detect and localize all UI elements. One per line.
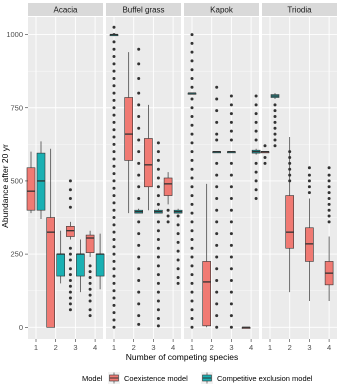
- outlier-point: [264, 162, 267, 165]
- outlier-point: [157, 203, 160, 206]
- outlier-point: [113, 282, 116, 285]
- outlier-point: [191, 203, 194, 206]
- outlier-point: [274, 103, 277, 106]
- box-body: [96, 254, 104, 276]
- outlier-point: [137, 267, 140, 270]
- outlier-point: [157, 168, 160, 171]
- outlier-point: [255, 138, 258, 141]
- outlier-point: [230, 302, 233, 305]
- box-body: [203, 261, 211, 325]
- facet-panel-kapok: [184, 3, 259, 352]
- x-tick-label: 2: [53, 343, 58, 352]
- outlier-point: [113, 326, 116, 329]
- box-body: [27, 168, 35, 210]
- outlier-point: [191, 256, 194, 259]
- outlier-point: [157, 238, 160, 241]
- outlier-point: [230, 256, 233, 259]
- outlier-point: [137, 115, 140, 118]
- outlier-point: [255, 112, 258, 115]
- outlier-point: [215, 121, 218, 124]
- outlier-point: [215, 314, 218, 317]
- outlier-point: [137, 291, 140, 294]
- outlier-point: [230, 314, 233, 317]
- outlier-point: [177, 215, 180, 218]
- box-body: [66, 226, 74, 236]
- outlier-point: [230, 174, 233, 177]
- legend: [82, 372, 313, 384]
- outlier-point: [177, 250, 180, 253]
- outlier-point: [157, 273, 160, 276]
- outlier-point: [215, 244, 218, 247]
- outlier-point: [230, 209, 233, 212]
- outlier-point: [157, 256, 160, 259]
- outlier-point: [191, 51, 194, 54]
- outlier-point: [255, 188, 258, 191]
- x-tick-label: 4: [327, 343, 332, 352]
- outlier-point: [230, 185, 233, 188]
- box-body: [47, 218, 55, 328]
- outlier-point: [191, 212, 194, 215]
- outlier-point: [274, 109, 277, 112]
- outlier-point: [69, 279, 72, 282]
- x-tick-label: 2: [287, 343, 292, 352]
- outlier-point: [113, 289, 116, 292]
- outlier-point: [230, 197, 233, 200]
- outlier-point: [215, 86, 218, 89]
- outlier-point: [191, 247, 194, 250]
- outlier-point: [177, 258, 180, 261]
- outlier-point: [157, 220, 160, 223]
- outlier-point: [69, 291, 72, 294]
- outlier-point: [308, 174, 311, 177]
- x-tick-label: 3: [73, 343, 78, 352]
- facet-label-triodia: Triodia: [287, 5, 312, 15]
- outlier-point: [137, 162, 140, 165]
- outlier-point: [137, 138, 140, 141]
- outlier-point: [113, 70, 116, 73]
- outlier-point: [113, 55, 116, 58]
- outlier-point: [137, 256, 140, 259]
- outlier-point: [230, 267, 233, 270]
- outlier-point: [215, 109, 218, 112]
- outlier-point: [191, 317, 194, 320]
- outlier-point: [191, 308, 194, 311]
- outlier-point: [89, 276, 92, 279]
- outlier-point: [230, 279, 233, 282]
- outlier-point: [157, 324, 160, 327]
- outlier-point: [113, 304, 116, 307]
- outlier-point: [264, 156, 267, 159]
- outlier-point: [215, 326, 218, 329]
- outlier-point: [215, 209, 218, 212]
- outlier-point: [113, 150, 116, 153]
- facet-panels: [27, 3, 337, 352]
- outlier-point: [230, 130, 233, 133]
- outlier-point: [113, 318, 116, 321]
- outlier-point: [113, 172, 116, 175]
- outlier-point: [191, 194, 194, 197]
- outlier-point: [177, 223, 180, 226]
- outlier-point: [113, 106, 116, 109]
- outlier-point: [157, 185, 160, 188]
- outlier-point: [113, 48, 116, 51]
- box-body: [125, 98, 133, 161]
- outlier-point: [191, 68, 194, 71]
- outlier-point: [215, 302, 218, 305]
- outlier-point: [191, 299, 194, 302]
- outlier-point: [167, 220, 170, 223]
- y-tick-label: 0: [18, 322, 23, 332]
- outlier-point: [274, 127, 277, 130]
- outlier-point: [157, 282, 160, 285]
- outlier-point: [113, 223, 116, 226]
- outlier-point: [157, 194, 160, 197]
- outlier-point: [137, 220, 140, 223]
- outlier-point: [113, 114, 116, 117]
- outlier-point: [255, 179, 258, 182]
- outlier-point: [215, 267, 218, 270]
- outlier-point: [177, 267, 180, 270]
- facet-label-buffel-grass: Buffel grass: [122, 5, 165, 15]
- outlier-point: [328, 174, 331, 177]
- outlier-point: [274, 133, 277, 136]
- outlier-point: [137, 77, 140, 80]
- outlier-point: [274, 121, 277, 124]
- outlier-point: [113, 179, 116, 182]
- outlier-point: [137, 174, 140, 177]
- outlier-point: [89, 308, 92, 311]
- x-tick-label: 1: [33, 343, 39, 352]
- outlier-point: [89, 282, 92, 285]
- outlier-point: [230, 103, 233, 106]
- outlier-point: [113, 275, 116, 278]
- outlier-point: [308, 185, 311, 188]
- outlier-point: [113, 40, 116, 43]
- outlier-point: [113, 136, 116, 139]
- y-tick-label: 750: [10, 103, 23, 113]
- outlier-point: [113, 84, 116, 87]
- box-body: [37, 153, 45, 210]
- outlier-point: [137, 185, 140, 188]
- outlier-point: [308, 191, 311, 194]
- outlier-point: [113, 143, 116, 146]
- outlier-point: [215, 162, 218, 165]
- outlier-point: [113, 26, 116, 29]
- outlier-point: [113, 253, 116, 256]
- outlier-point: [113, 260, 116, 263]
- outlier-point: [230, 121, 233, 124]
- outlier-point: [137, 232, 140, 235]
- outlier-point: [69, 253, 72, 256]
- legend-title: Model: [82, 374, 103, 383]
- outlier-point: [255, 171, 258, 174]
- outlier-point: [191, 42, 194, 45]
- box-body: [164, 178, 172, 196]
- outlier-point: [191, 133, 194, 136]
- outlier-point: [191, 86, 194, 89]
- outlier-point: [113, 245, 116, 248]
- box-body: [57, 254, 65, 276]
- outlier-point: [215, 232, 218, 235]
- outlier-point: [137, 62, 140, 65]
- outlier-point: [113, 62, 116, 65]
- outlier-point: [89, 299, 92, 302]
- outlier-point: [191, 106, 194, 109]
- outlier-point: [230, 220, 233, 223]
- outlier-point: [167, 209, 170, 212]
- outlier-point: [230, 112, 233, 115]
- outlier-point: [191, 177, 194, 180]
- x-tick-label: 2: [131, 343, 136, 352]
- x-tick-label: 2: [209, 343, 214, 352]
- outlier-point: [113, 238, 116, 241]
- outlier-point: [215, 138, 218, 141]
- outlier-point: [230, 232, 233, 235]
- outlier-point: [191, 168, 194, 171]
- outlier-point: [157, 177, 160, 180]
- outlier-point: [137, 92, 140, 95]
- outlier-point: [113, 311, 116, 314]
- outlier-point: [215, 97, 218, 100]
- outlier-point: [157, 247, 160, 250]
- outlier-point: [137, 103, 140, 106]
- outlier-point: [137, 244, 140, 247]
- outlier-point: [137, 127, 140, 130]
- outlier-point: [215, 133, 218, 136]
- outlier-point: [255, 197, 258, 200]
- outlier-point: [191, 185, 194, 188]
- outlier-point: [191, 282, 194, 285]
- outlier-point: [328, 209, 331, 212]
- outlier-point: [191, 150, 194, 153]
- outlier-point: [157, 141, 160, 144]
- outlier-point: [274, 144, 277, 147]
- x-tick-label: 1: [189, 343, 195, 352]
- facet-label-acacia: Acacia: [53, 5, 78, 15]
- outlier-point: [137, 302, 140, 305]
- outlier-point: [215, 220, 218, 223]
- outlier-point: [191, 33, 194, 36]
- outlier-point: [157, 264, 160, 267]
- outlier-point: [157, 159, 160, 162]
- outlier-point: [69, 273, 72, 276]
- outlier-point: [191, 238, 194, 241]
- outlier-point: [328, 197, 331, 200]
- outlier-point: [113, 194, 116, 197]
- outlier-point: [191, 59, 194, 62]
- outlier-point: [191, 115, 194, 118]
- outlier-point: [177, 282, 180, 285]
- outlier-point: [191, 291, 194, 294]
- outlier-point: [328, 191, 331, 194]
- outlier-point: [191, 97, 194, 100]
- outlier-point: [255, 121, 258, 124]
- outlier-point: [113, 128, 116, 131]
- outlier-point: [89, 294, 92, 297]
- outlier-point: [69, 188, 72, 191]
- outlier-point: [215, 291, 218, 294]
- y-tick-label: 500: [10, 176, 23, 186]
- outlier-point: [113, 121, 116, 124]
- outlier-point: [191, 229, 194, 232]
- x-tick-label: 3: [151, 343, 156, 352]
- outlier-point: [69, 308, 72, 311]
- outlier-point: [113, 297, 116, 300]
- outlier-point: [230, 138, 233, 141]
- outlier-point: [255, 95, 258, 98]
- outlier-point: [177, 232, 180, 235]
- outlier-point: [215, 279, 218, 282]
- outlier-point: [230, 326, 233, 329]
- legend-label-competitive-exclusion: Competitive exclusion model: [217, 374, 313, 383]
- y-tick-label: 1000: [6, 30, 23, 40]
- outlier-point: [167, 215, 170, 218]
- outlier-point: [69, 285, 72, 288]
- outlier-point: [255, 130, 258, 133]
- x-tick-label: 4: [249, 343, 254, 352]
- outlier-point: [113, 165, 116, 168]
- outlier-point: [230, 95, 233, 98]
- outlier-point: [230, 291, 233, 294]
- outlier-point: [113, 231, 116, 234]
- outlier-point: [113, 92, 116, 95]
- x-tick-label: 3: [229, 343, 234, 352]
- outlier-point: [177, 276, 180, 279]
- outlier-point: [191, 326, 194, 329]
- outlier-point: [89, 264, 92, 267]
- outlier-point: [69, 206, 72, 209]
- outlier-point: [113, 187, 116, 190]
- outlier-point: [177, 241, 180, 244]
- outlier-point: [328, 203, 331, 206]
- x-tick-label: 1: [267, 343, 273, 352]
- outlier-point: [137, 197, 140, 200]
- facet-panel-triodia: [262, 3, 337, 352]
- outlier-point: [328, 215, 331, 218]
- outlier-point: [137, 150, 140, 153]
- outlier-point: [191, 273, 194, 276]
- outlier-point: [137, 279, 140, 282]
- outlier-point: [113, 216, 116, 219]
- box-acacia-1-competitive-exclusion: [37, 141, 45, 219]
- outlier-point: [157, 229, 160, 232]
- box-body: [286, 196, 294, 249]
- facet-label-kapok: Kapok: [210, 5, 233, 15]
- outlier-point: [191, 159, 194, 162]
- outlier-point: [157, 308, 160, 311]
- outlier-point: [308, 166, 311, 169]
- outlier-point: [191, 220, 194, 223]
- outlier-point: [230, 244, 233, 247]
- outlier-point: [328, 185, 331, 188]
- outlier-point: [215, 185, 218, 188]
- outlier-point: [113, 157, 116, 160]
- outlier-point: [255, 103, 258, 106]
- outlier-point: [230, 162, 233, 165]
- outlier-point: [274, 115, 277, 118]
- outlier-point: [69, 258, 72, 261]
- outlier-point: [215, 197, 218, 200]
- outlier-point: [137, 314, 140, 317]
- outlier-point: [89, 288, 92, 291]
- x-tick-label: 4: [93, 343, 98, 352]
- outlier-point: [157, 150, 160, 153]
- outlier-point: [191, 124, 194, 127]
- outlier-point: [308, 179, 311, 182]
- outlier-point: [328, 220, 331, 223]
- outlier-point: [328, 166, 331, 169]
- outlier-point: [69, 302, 72, 305]
- outlier-point: [157, 299, 160, 302]
- outlier-point: [255, 162, 258, 165]
- outlier-point: [69, 179, 72, 182]
- outlier-point: [191, 77, 194, 80]
- y-tick-label: 250: [10, 249, 23, 259]
- outlier-point: [89, 314, 92, 317]
- box-body: [144, 138, 152, 186]
- outlier-point: [113, 209, 116, 212]
- outlier-point: [264, 144, 267, 147]
- outlier-point: [69, 297, 72, 300]
- outlier-point: [137, 323, 140, 326]
- outlier-point: [215, 174, 218, 177]
- facet-panel-buffel-grass: [106, 3, 181, 352]
- outlier-point: [157, 317, 160, 320]
- x-tick-label: 1: [111, 343, 117, 352]
- outlier-point: [274, 138, 277, 141]
- outlier-point: [137, 48, 140, 51]
- outlier-point: [89, 270, 92, 273]
- outlier-point: [113, 77, 116, 80]
- x-tick-label: 4: [171, 343, 176, 352]
- outlier-point: [113, 267, 116, 270]
- outlier-point: [113, 201, 116, 204]
- outlier-point: [157, 291, 160, 294]
- outlier-point: [191, 264, 194, 267]
- box-body: [305, 228, 313, 262]
- legend-label-coexistence: Coexistence model: [124, 374, 188, 383]
- x-tick-label: 3: [307, 343, 312, 352]
- outlier-point: [328, 179, 331, 182]
- x-axis-title: Number of competing species: [125, 352, 239, 362]
- outlier-point: [113, 99, 116, 102]
- outlier-point: [69, 247, 72, 250]
- outlier-point: [215, 256, 218, 259]
- outlier-point: [69, 197, 72, 200]
- box-kapok-4-coexistence: [242, 327, 250, 328]
- box-body: [76, 254, 84, 276]
- outlier-point: [69, 267, 72, 270]
- outlier-point: [191, 141, 194, 144]
- y-axis-title: Abundance after 20 yr: [0, 144, 10, 228]
